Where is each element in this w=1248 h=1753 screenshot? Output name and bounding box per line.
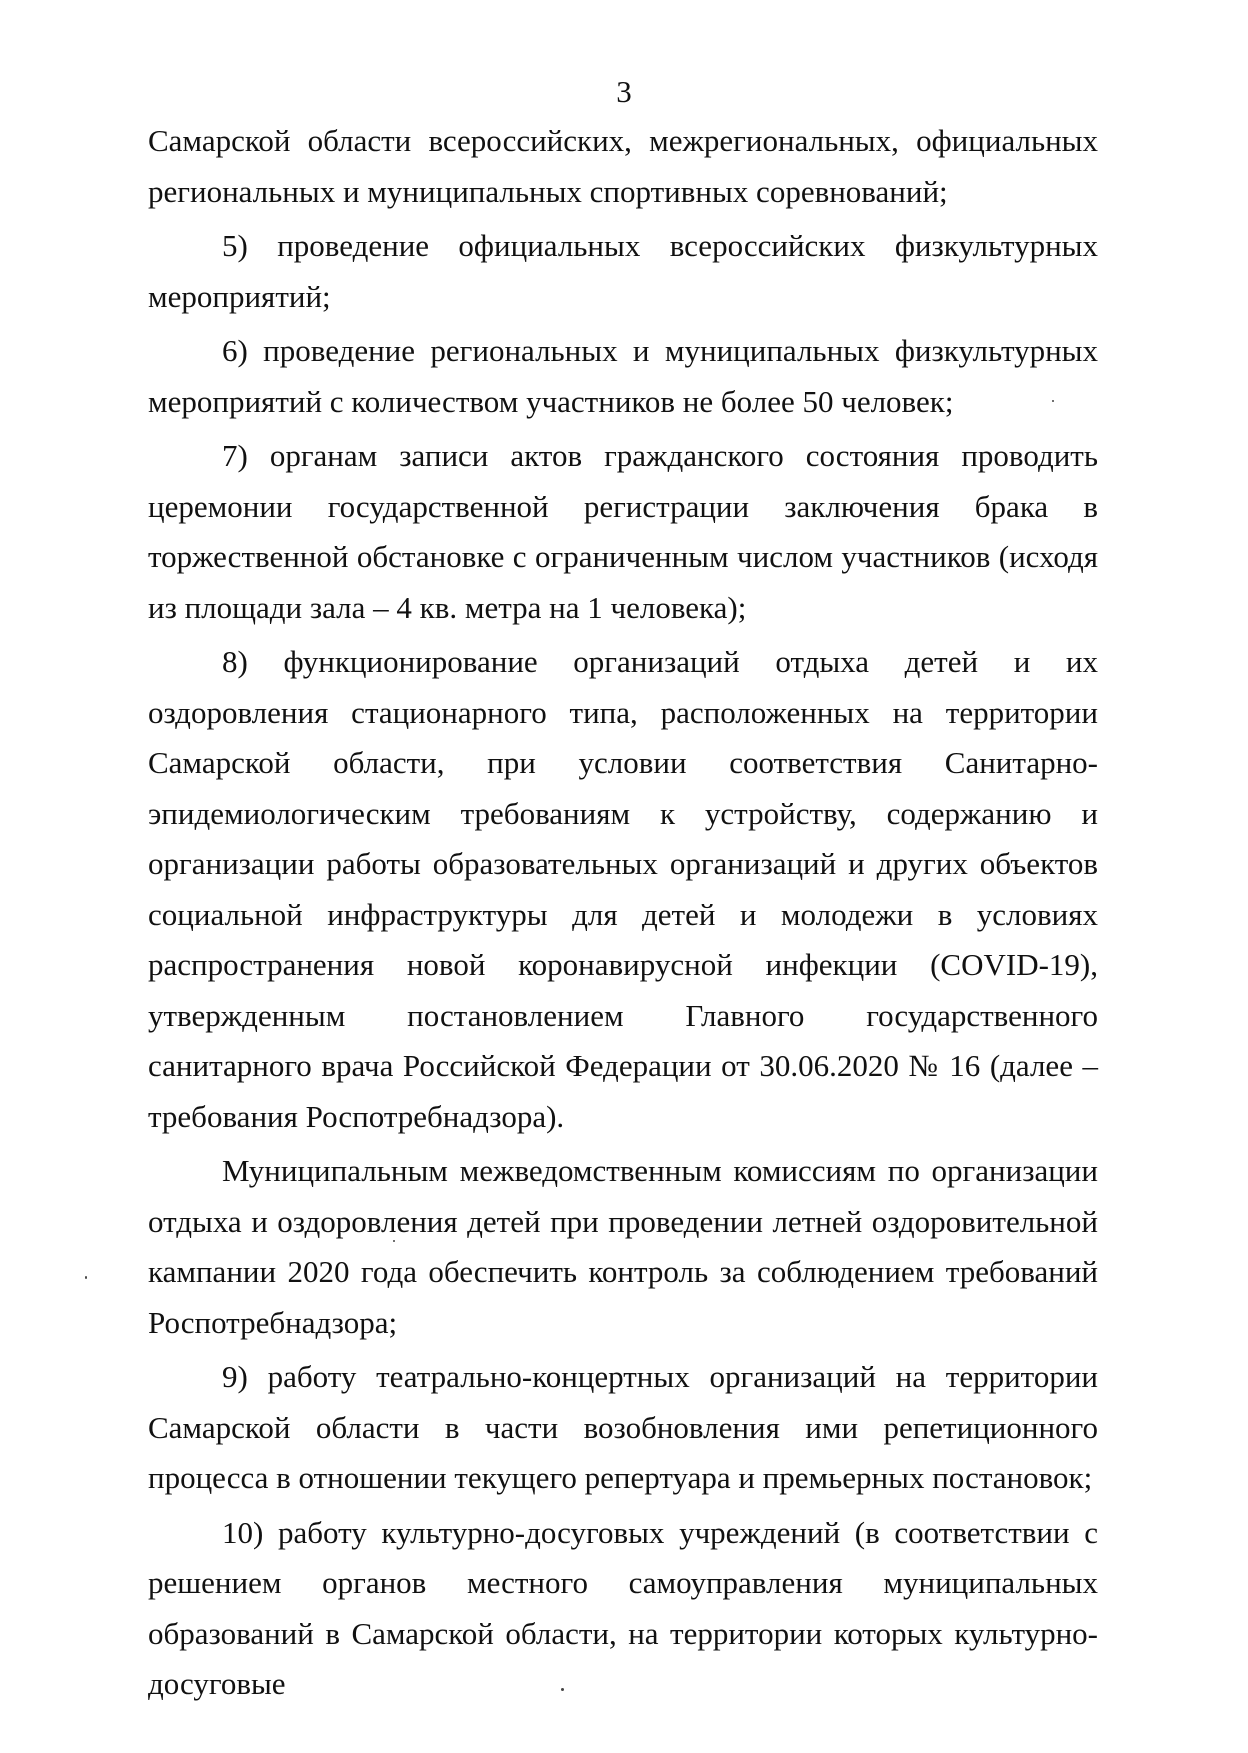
- scan-speck: [85, 1276, 87, 1279]
- document-body: [148, 116, 1098, 1710]
- paragraph-item-9: 9) работу театрально-концертных организаций на территории Самарской области в части возобновления ими репетиционного процесса в отношении текущего репертуара и премьерных постановок;: [148, 1359, 1098, 1495]
- page-number: 3: [616, 74, 632, 109]
- scan-speck: [393, 1240, 395, 1242]
- paragraph-item-10: 10) работу культурно-досуговых учреждений (в соответствии с решением органов местного самоуправления муниципальных образований в Самарской области, на территории которых культурно-досуговые: [148, 1514, 1098, 1701]
- paragraph-item-6: 6) проведение региональных и муниципальных физкультурных мероприятий с количеством участников не более 50 человек;: [148, 333, 1098, 419]
- paragraph-item-7: 7) органам записи актов гражданского состояния проводить церемонии государственной регистрации заключения брака в торжественной обстановке с ограниченным числом участников (исходя из площади зала – 4 кв. метра на 1 человека);: [148, 438, 1098, 625]
- paragraph-continuation: Самарской области всероссийских, межрегиональных, официальных региональных и муниципальных спортивных соревнований;: [148, 123, 1098, 209]
- paragraph-item-5: 5) проведение официальных всероссийских физкультурных мероприятий;: [148, 228, 1098, 314]
- scan-speck: [1052, 400, 1054, 402]
- paragraph-commissions: Муниципальным межведомственным комиссиям по организации отдыха и оздоровления детей при проведении летней оздоровительной кампании 2020 года обеспечить контроль за соблюдением требований Роспотребнадзора;: [148, 1153, 1098, 1340]
- scan-speck: [561, 1688, 564, 1691]
- paragraph-item-8: 8) функционирование организаций отдыха детей и их оздоровления стационарного типа, расположенных на территории Самарской области, при условии соответствия Санитарно-эпидемиологическим требованиям к устройству, содержанию и организации работы образовательных организаций и других объектов социальной инфраструктуры для детей и молодежи в условиях распространения новой коронавирусной инфекции (COVID-19), утвержденным постановлением Главного государственного санитарного врача Российской Федерации от 30.06.2020 № 16 (далее – требования Роспотребнадзора).: [148, 644, 1098, 1134]
